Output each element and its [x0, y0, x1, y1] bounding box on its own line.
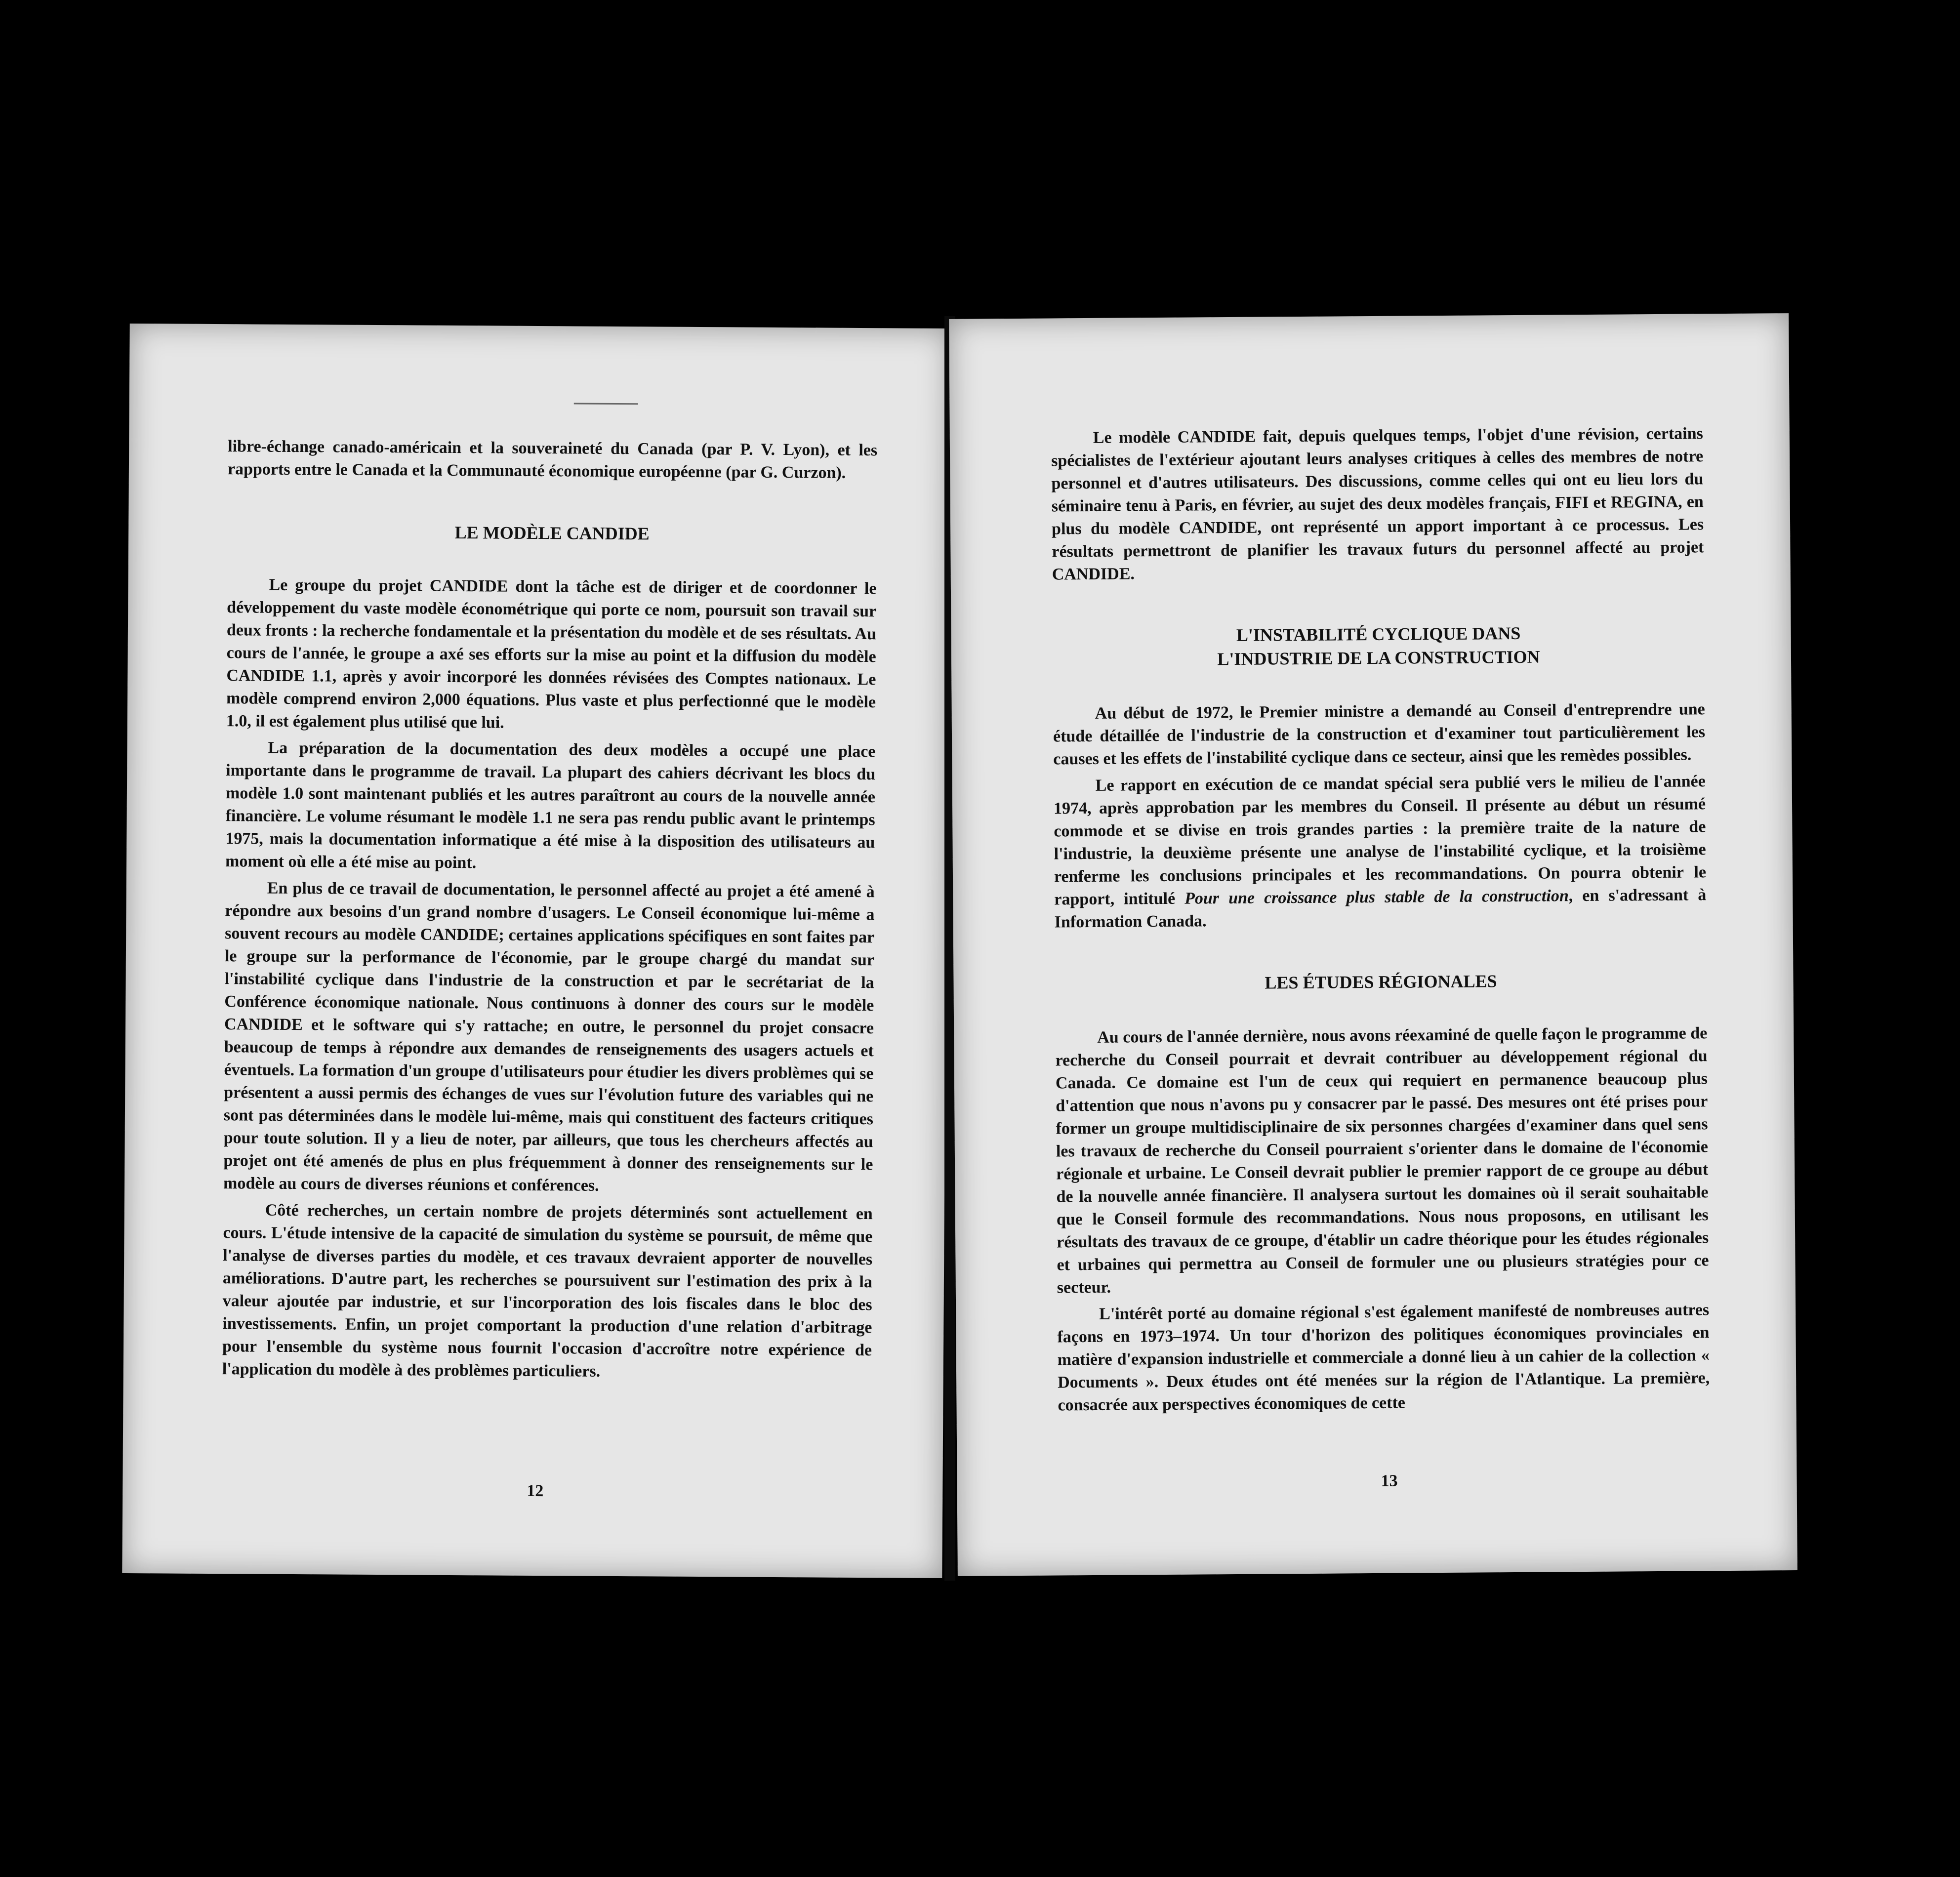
page-number: 13 [1381, 1471, 1398, 1490]
paragraph: Au début de 1972, le Premier ministre a demandé au Conseil d'entreprendre une étude détaillée de l'industrie de la construction et d'examiner tout particulièrement les causes et les effets de l'instabilité cyclique dans ce secteur, ainsi que les remèdes possibles. [1053, 700, 1706, 769]
paragraph-text: , en s'adressant à Information Canada. [1054, 886, 1707, 932]
left-page-body [222, 435, 878, 1388]
heading-line: L'INSTABILITÉ CYCLIQUE DANS [1236, 623, 1521, 645]
section-heading: LES ÉTUDES RÉGIONALES [1265, 971, 1497, 993]
paragraph: Le modèle CANDIDE fait, depuis quelques temps, l'objet d'une révision, certains spécialistes de l'extérieur ajoutant leurs analyses critiques à celles des membres de notre personnel et d'autres utilisateurs. Des discussions, comme celles qui ont eu lieu lors du séminaire tenu à Paris, en février, au sujet des deux modèles français, FIFI et REGINA, en plus du modèle CANDIDE, ont représenté un apport important à ce processus. Les résultats permettront de planifier les travaux futurs du personnel affecté au projet CANDIDE. [1051, 424, 1704, 584]
heading-line: L'INDUSTRIE DE LA CONSTRUCTION [1217, 647, 1540, 669]
paragraph: Au cours de l'année dernière, nous avons réexaminé de quelle façon le programme de recherche du Conseil pourrait et devrait contribuer au développement régional du Canada. Ce domaine est l'un de ceux qui requiert en permanence beaucoup plus d'attention que nous n'avons pu y consacrer par le passé. Des mesures ont été prises pour former un groupe multidisciplinaire de six personnes chargées d'examiner dans quel sens les travaux de recherche du Conseil pourraient s'orienter dans le domaine de l'économie régionale et urbaine. Le Conseil devrait publier le premier rapport de ce groupe au début de la nouvelle année financière. Il analysera surtout les domaines où il serait souhaitable que le Conseil formule des recommandations. Nous nous proposons, en utilisant les résultats des travaux de ce groupe, d'établir un cadre théorique pour les études régionales et urbaines qui permettra au Conseil de formuler une ou plusieurs stratégies pour ce secteur. [1055, 1024, 1709, 1297]
paragraph: La préparation de la documentation des deux modèles a occupé une place importante dans le programme de travail. La plupart des cahiers décrivant les blocs du modèle 1.0 sont maintenant publiés et les autres paraîtront au cours de la nouvelle année financière. Le volume résumant le modèle 1.1 ne sera pas rendu public avant le printemps 1975, mais la documentation informatique a été mise à la disposition des utilisateurs au moment où elle a été mise au point. [225, 738, 876, 872]
paragraph: Côté recherches, un certain nombre de projets déterminés sont actuellement en cours. L'étude intensive de la capacité de simulation du système se poursuit, de même que l'analyse de diverses parties du modèle, et ces travaux devraient apporter de nouvelles améliorations. D'autre part, les recherches se poursuivent sur l'estimation des prix à la valeur ajoutée par industrie, et sur l'incorporation des lois fiscales dans le bloc des investissements. Enfin, un projet comportant la production d'une relation d'arbitrage pour l'ensemble du système nous fournit l'occasion d'accroître notre expérience de l'application du modèle à des problèmes particuliers. [222, 1201, 873, 1381]
printer-dash-mark [574, 403, 638, 405]
paragraph [1054, 770, 1707, 934]
page-number: 12 [527, 1481, 544, 1501]
section-heading [1052, 620, 1705, 672]
section-heading: LE MODÈLE CANDIDE [454, 522, 650, 544]
paragraph: libre-échange canado-américain et la souveraineté du Canada (par P. V. Lyon), et les rapports entre le Canada et la Communauté économique européenne (par G. Curzon). [227, 437, 878, 482]
report-title: Pour une croissance plus stable de la construction [1184, 887, 1569, 908]
paragraph-text: Le rapport en exécution de ce mandat spécial sera publié vers le milieu de l'année 1974, après approbation par les membres du Conseil. Il présente au début un résumé commode et se divise en trois grandes parties : la première traite de la nature de l'industrie, la deuxième présente une analyse de l'instabilité cyclique, et la troisième renferme les conclusions principales et les recommandations. On pourra obtenir le rapport, intitulé [1053, 772, 1707, 909]
paragraph: Le groupe du projet CANDIDE dont la tâche est de diriger et de coordonner le développement du vaste modèle économétrique qui porte ce nom, poursuit son travail sur deux fronts : la recherche fondamentale et la présentation du modèle et de ses résultats. Au cours de l'année, le groupe a axé ses efforts sur la mise au point et la diffusion du modèle CANDIDE 1.1, après y avoir incorporé les données révisées des Comptes nationaux. Le modèle comprend environ 2,000 équations. Plus vaste et plus perfectionné que le modèle 1.0, il est également plus utilisé que lui. [226, 575, 877, 732]
paragraph: En plus de ce travail de documentation, le personnel affecté au projet a été amené à répondre aux besoins d'un grand nombre d'usagers. Le Conseil économique lui-même a souvent recours au modèle CANDIDE; certaines applications spécifiques en sont faites par le groupe sur la performance de l'économie, par le groupe chargé du mandat sur l'instabilité cyclique dans l'industrie de la construction et par le secrétariat de la Conférence économique nationale. Nous continuons à donner des cours sur le modèle CANDIDE et le software qui s'y rattache; en outre, le personnel du projet consacre beaucoup de temps à répondre aux demandes de renseignements des usagers actuels et éventuels. La formation d'un groupe d'utilisateurs pour étudier les divers problèmes qui se présentent a aussi permis des échanges de vues sur l'évolution future des variables qui ne sont pas déterminées dans le modèle lui-même, mais qui constituent des facteurs critiques pour toute solution. Il y a lieu de noter, par ailleurs, que tous les chercheurs affectés au projet ont été amenés de plus en plus fréquemment à donner des renseignements sur le modèle au cours de diverses réunions et conférences. [223, 879, 875, 1195]
right-page [949, 313, 1797, 1576]
right-page-body [1051, 422, 1710, 1421]
left-page [122, 324, 949, 1578]
paragraph: L'intérêt porté au domaine régional s'est également manifesté de nombreuses autres façons en 1973–1974. Un tour d'horizon des politiques économiques provinciales en matière d'expansion industrielle et commerciale a donné lieu à un cahier de la collection « Documents ». Deux études ont été menées sur la région de l'Atlantique. La première, consacrée aux perspectives économiques de cette [1057, 1301, 1710, 1415]
